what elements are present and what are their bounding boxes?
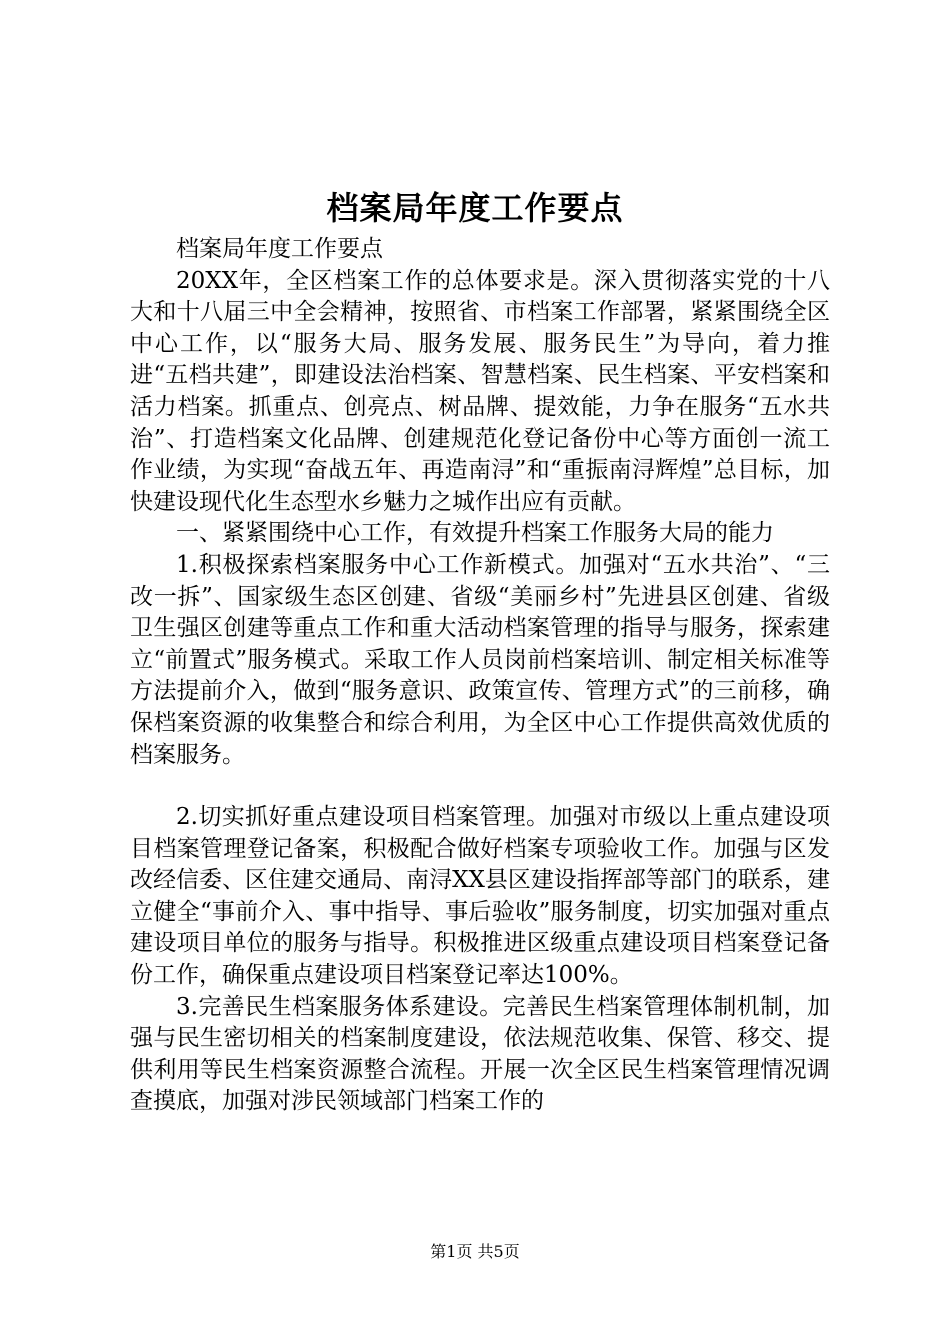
paragraph-item-2: 2.切实抓好重点建设项目档案管理。加强对市级以上重点建设项目档案管理登记备案，积极配合做好档案专项验收工作。加强与区发改经信委、区住建交通局、南浔XX县区建设指挥部等部门的联系，建立健全“事前介入、事中指导、事后验收”服务制度，切实加强对重点建设项目单位的服务与指导。积极推进区级重点建设项目档案登记备份工作，确保重点建设项目档案登记率达100%。 xyxy=(130,804,830,989)
section-heading-1: 一、紧紧围绕中心工作，有效提升档案工作服务大局的能力 xyxy=(176,520,774,547)
document-body xyxy=(130,234,830,1118)
paragraph-overview: 20XX年，全区档案工作的总体要求是。深入贯彻落实党的十八大和十八届三中全会精神，按照省、市档案工作部署，紧紧围绕全区中心工作，以“服务大局、服务发展、服务民生”为导向，着力推进“五档共建”，即建设法治档案、智慧档案、民生档案、平安档案和活力档案。抓重点、创亮点、树品牌、提效能，力争在服务“五水共治”、打造档案文化品牌、创建规范化登记备份中心等方面创一流工作业绩，为实现“奋战五年、再造南浔”和“重振南浔辉煌”总目标，加快建设现代化生态型水乡魅力之城作出应有贡献。 xyxy=(130,267,830,515)
page-footer: 第1页 共5页 xyxy=(430,1242,520,1261)
paragraph-item-3: 3.完善民生档案服务体系建设。完善民生档案管理体制机制，加强与民生密切相关的档案制度建设，依法规范收集、保管、移交、提供利用等民生档案资源整合流程。开展一次全区民生档案管理情况调查摸底，加强对涉民领域部门档案工作的 xyxy=(130,993,830,1115)
paragraph-item-1: 1.积极探索档案服务中心工作新模式。加强对“五水共治”、“三改一拆”、国家级生态区创建、省级“美丽乡村”先进县区创建、省级卫生强区创建等重点工作和重大活动档案管理的指导与服务，探索建立“前置式”服务模式。采取工作人员岗前档案培训、制定相关标准等方法提前介入，做到“服务意识、政策宣传、管理方式”的三前移，确保档案资源的收集整合和综合利用，为全区中心工作提供高效优质的档案服务。 xyxy=(130,551,830,768)
paragraph-heading-repeat: 档案局年度工作要点 xyxy=(176,236,383,262)
page-title: 档案局年度工作要点 xyxy=(326,189,624,227)
